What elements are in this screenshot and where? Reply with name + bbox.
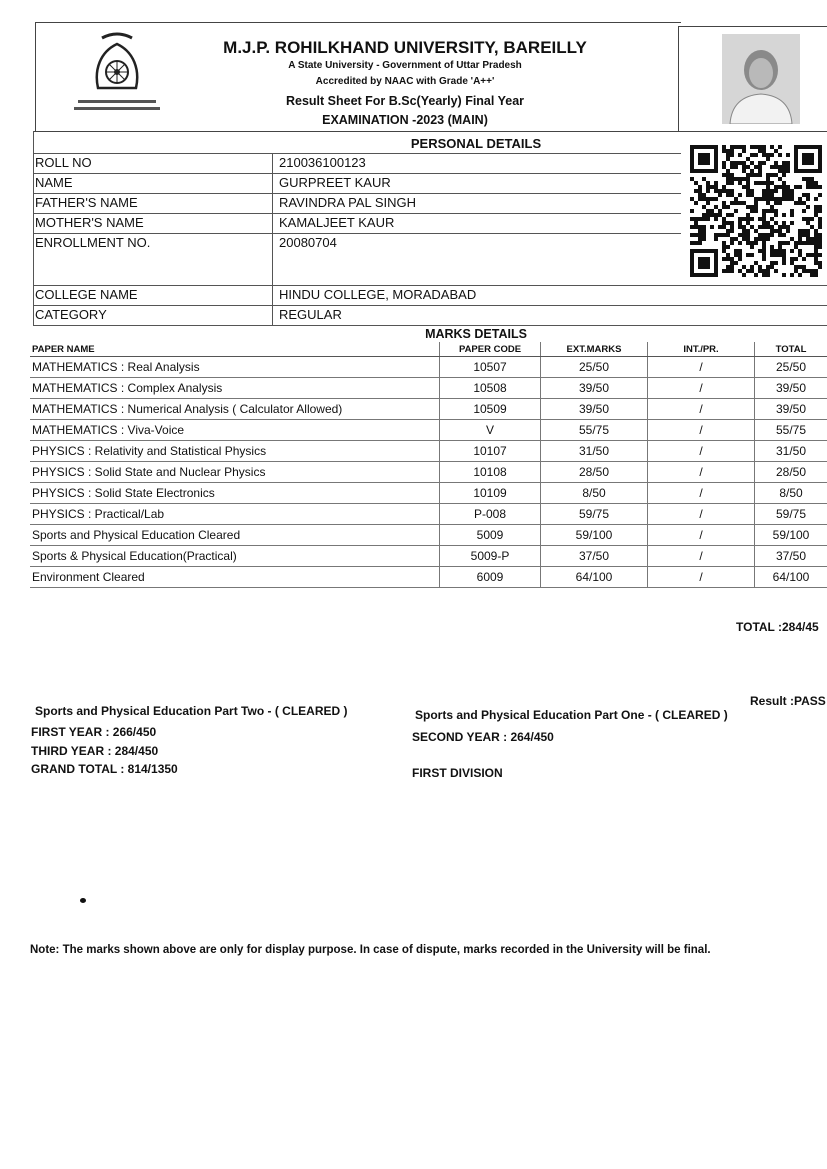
grand-total: GRAND TOTAL : 814/1350 — [31, 762, 178, 776]
marks-cell-name: MATHEMATICS : Numerical Analysis ( Calculator Allowed) — [30, 399, 440, 420]
marks-cell-code: 10509 — [440, 399, 541, 420]
marks-cell-code: 10108 — [440, 462, 541, 483]
marks-cell-code: 5009 — [440, 525, 541, 546]
marks-cell-ext: 28/50 — [541, 462, 648, 483]
marks-cell-ext: 55/75 — [541, 420, 648, 441]
personal-label: COLLEGE NAME — [35, 287, 138, 302]
marks-table — [30, 342, 827, 588]
marks-row — [30, 525, 827, 546]
personal-row — [33, 213, 681, 234]
personal-value: 210036100123 — [279, 155, 366, 170]
total-marks: TOTAL :284/45 — [736, 620, 819, 634]
marks-cell-int: / — [648, 504, 755, 525]
result-status: Result :PASS — [750, 694, 826, 708]
marks-cell-code: V — [440, 420, 541, 441]
marks-cell-code: 5009-P — [440, 546, 541, 567]
marks-cell-name: PHYSICS : Solid State and Nuclear Physics — [30, 462, 440, 483]
marks-cell-code: 10507 — [440, 357, 541, 378]
personal-value: 20080704 — [279, 235, 337, 250]
marks-cell-int: / — [648, 357, 755, 378]
personal-label: MOTHER'S NAME — [35, 215, 144, 230]
university-name: M.J.P. ROHILKHAND UNIVERSITY, BAREILLY — [223, 38, 587, 57]
personal-row — [33, 193, 681, 214]
marks-row — [30, 399, 827, 420]
marks-cell-total: 55/75 — [755, 420, 827, 441]
personal-value: REGULAR — [279, 307, 342, 322]
marks-cell-int: / — [648, 441, 755, 462]
ink-dot — [80, 898, 86, 903]
marks-row — [30, 357, 827, 378]
marks-cell-code: 10109 — [440, 483, 541, 504]
marks-header-row — [30, 342, 827, 357]
sports-part-one: Sports and Physical Education Part One - ( CLEARED ) — [415, 708, 728, 722]
marks-cell-name: PHYSICS : Practical/Lab — [30, 504, 440, 525]
marks-cell-ext: 8/50 — [541, 483, 648, 504]
marks-cell-int: / — [648, 462, 755, 483]
marks-cell-name: Environment Cleared — [30, 567, 440, 588]
personal-row — [33, 173, 681, 194]
marks-cell-total: 39/50 — [755, 378, 827, 399]
marks-cell-name: PHYSICS : Relativity and Statistical Physics — [30, 441, 440, 462]
marks-cell-ext: 37/50 — [541, 546, 648, 567]
marks-cell-int: / — [648, 546, 755, 567]
sports-part-two: Sports and Physical Education Part Two - ( CLEARED ) — [35, 704, 348, 718]
qr-code-icon — [690, 145, 822, 277]
marks-cell-total: 8/50 — [755, 483, 827, 504]
header-ext-marks: EXT.MARKS — [541, 342, 648, 357]
personal-value: KAMALJEET KAUR — [279, 215, 395, 230]
marks-cell-int: / — [648, 483, 755, 504]
personal-label: NAME — [35, 175, 73, 190]
personal-value: GURPREET KAUR — [279, 175, 391, 190]
division: FIRST DIVISION — [412, 766, 503, 780]
marks-row — [30, 441, 827, 462]
state-university-line: A State University - Government of Uttar Pradesh — [288, 60, 522, 71]
marks-cell-int: / — [648, 378, 755, 399]
marks-cell-ext: 39/50 — [541, 378, 648, 399]
accreditation-line: Accredited by NAAC with Grade 'A++' — [315, 76, 495, 87]
header-paper-name: PAPER NAME — [30, 342, 440, 357]
personal-label: FATHER'S NAME — [35, 195, 138, 210]
marks-cell-code: 10508 — [440, 378, 541, 399]
marks-cell-ext: 31/50 — [541, 441, 648, 462]
marks-row — [30, 504, 827, 525]
footer-note: Note: The marks shown above are only for display purpose. In case of dispute, marks recorded in the University will be final. — [30, 944, 711, 956]
marks-cell-name: MATHEMATICS : Complex Analysis — [30, 378, 440, 399]
header-total: TOTAL — [755, 342, 827, 357]
left-border — [33, 131, 34, 325]
marks-cell-total: 37/50 — [755, 546, 827, 567]
marks-cell-total: 39/50 — [755, 399, 827, 420]
marks-cell-name: Sports and Physical Education Cleared — [30, 525, 440, 546]
marks-cell-total: 25/50 — [755, 357, 827, 378]
marks-cell-total: 59/75 — [755, 504, 827, 525]
second-year-marks: SECOND YEAR : 264/450 — [412, 730, 554, 744]
personal-value: RAVINDRA PAL SINGH — [279, 195, 417, 210]
marks-row — [30, 378, 827, 399]
marks-cell-ext: 59/75 — [541, 504, 648, 525]
marks-cell-code: 6009 — [440, 567, 541, 588]
divider — [33, 131, 827, 132]
marks-cell-code: 10107 — [440, 441, 541, 462]
personal-label: ROLL NO — [35, 155, 92, 170]
personal-label: ENROLLMENT NO. — [35, 235, 151, 250]
marks-cell-total: 59/100 — [755, 525, 827, 546]
header-int-pr: INT./PR. — [648, 342, 755, 357]
personal-bottom-border — [33, 325, 827, 326]
header-paper-code: PAPER CODE — [440, 342, 541, 357]
marks-details-title: MARKS DETAILS — [425, 327, 527, 341]
personal-row — [33, 153, 681, 174]
marks-row — [30, 462, 827, 483]
marks-cell-int: / — [648, 420, 755, 441]
exam-title: EXAMINATION -2023 (MAIN) — [322, 113, 488, 127]
marks-cell-code: P-008 — [440, 504, 541, 525]
marks-row — [30, 546, 827, 567]
personal-row — [33, 305, 827, 326]
marks-cell-ext: 64/100 — [541, 567, 648, 588]
personal-details-title: PERSONAL DETAILS — [410, 136, 542, 151]
marks-cell-name: MATHEMATICS : Real Analysis — [30, 357, 440, 378]
personal-row — [33, 285, 827, 306]
column-divider — [272, 153, 273, 325]
marks-cell-int: / — [648, 567, 755, 588]
marks-cell-int: / — [648, 399, 755, 420]
third-year-marks: THIRD YEAR : 284/450 — [31, 744, 159, 758]
marks-row — [30, 567, 827, 588]
marks-cell-total: 64/100 — [755, 567, 827, 588]
marks-cell-total: 31/50 — [755, 441, 827, 462]
personal-label: CATEGORY — [35, 307, 107, 322]
first-year-marks: FIRST YEAR : 266/450 — [31, 725, 157, 739]
marks-cell-name: PHYSICS : Solid State Electronics — [30, 483, 440, 504]
marks-row — [30, 420, 827, 441]
marks-cell-int: / — [648, 525, 755, 546]
personal-row — [33, 233, 681, 284]
marks-cell-name: Sports & Physical Education(Practical) — [30, 546, 440, 567]
marks-cell-name: MATHEMATICS : Viva-Voice — [30, 420, 440, 441]
marks-cell-ext: 39/50 — [541, 399, 648, 420]
sheet-title: Result Sheet For B.Sc(Yearly) Final Year — [285, 94, 525, 108]
personal-value: HINDU COLLEGE, MORADABAD — [279, 287, 477, 302]
marks-cell-ext: 25/50 — [541, 357, 648, 378]
marks-row — [30, 483, 827, 504]
marks-cell-total: 28/50 — [755, 462, 827, 483]
student-photo — [722, 34, 800, 124]
university-emblem-icon — [72, 30, 162, 118]
marks-cell-ext: 59/100 — [541, 525, 648, 546]
